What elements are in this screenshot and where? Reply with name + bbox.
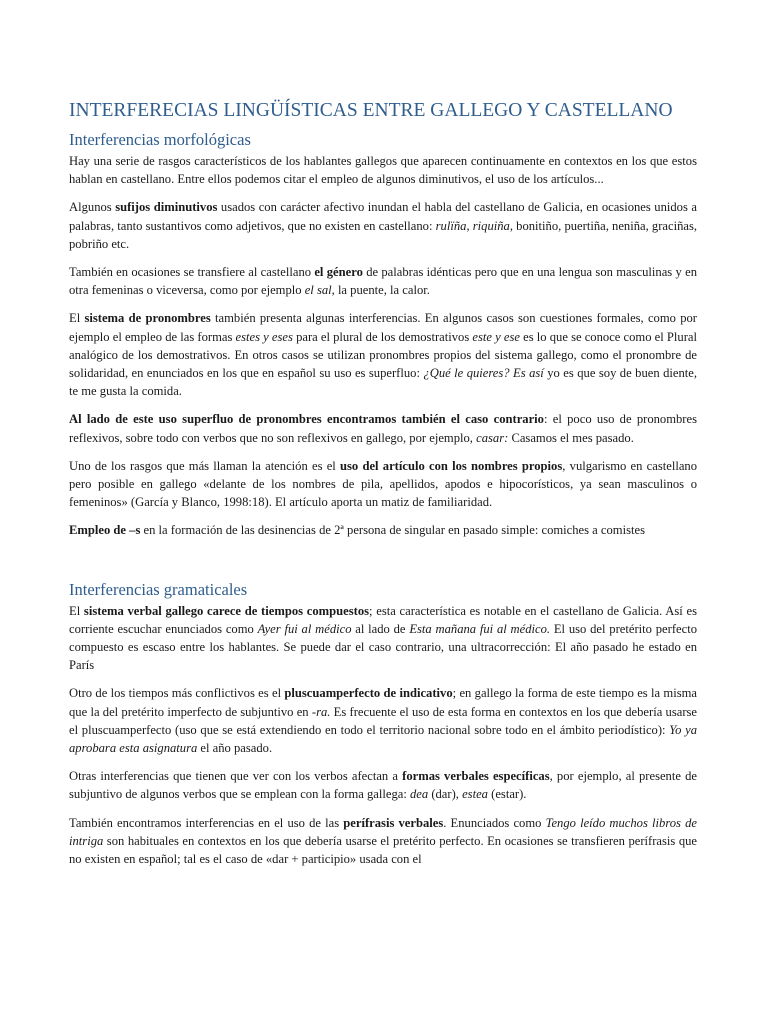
paragraph [69,263,697,299]
text-run: son habituales en contextos en los que debería usarse el pretérito perfecto. En ocasiones se transfieren perífrasis que no existen en español; tal es el caso de «dar + participio» usada con el [69,833,697,867]
section-heading: Interferencias gramaticales [69,579,248,599]
text-run: Otras interferencias que tienen que ver con los verbos afectan a [69,769,403,784]
text-run: ; en gallego la forma de este tiempo es la misma que la del pretérito imperfecto de subjuntivo en [69,686,697,719]
text-run: en la formación de las desinencias de 2ª persona de singular en pasado simple: comiches a comistes [140,523,645,538]
italic-text: Tengo leído muchos libros de intriga [69,815,697,848]
text-run: (dar), [428,787,463,802]
bold-text: sistema de pronombres [84,311,211,326]
text-run: usados con carácter afectivo inundan el habla del castellano de Galicia, en ocasiones unidos a palabras, tanto sustantivos como adjetivos, que no existen en castellano: [69,200,697,233]
paragraph [69,602,697,675]
italic-text: ¿Qué le quieres? Es así [423,366,544,381]
text-run: Otro de los tiempos más conflictivos es el [69,686,285,701]
bold-text: Al lado de este uso superfluo de pronombres encontramos también el caso contrario [69,412,544,427]
text-run: El [69,603,84,618]
text-run: de palabras idénticas pero que en una lengua son masculinas y en otra femeninas o viceversa, como por ejemplo [69,265,697,298]
text-run: para el plural de los demostrativos [292,329,473,344]
text-run: El [69,311,85,326]
bold-text: sufijos diminutivos [115,200,218,215]
text-run: Uno de los rasgos que más llaman la atención es el [69,458,341,473]
text-run: El uso del pretérito perfecto compuesto es escaso entre los hablantes. Se puede dar el caso contrario, una ultracorrección: El año pasado he estado en París [69,621,697,673]
text-run: Casamos el mes pasado. [508,430,634,445]
bold-text: el género [314,265,363,280]
italic-text: el sal [304,283,332,298]
text-run: , la puente, la calor. [331,283,430,298]
bold-text: uso del artículo con los nombres propios [340,458,563,473]
italic-text: estea [462,787,488,802]
paragraph [69,457,697,512]
text-run: Hay una serie de rasgos característicos de los hablantes gallegos que aparecen continuamente en contextos en los que estos hablan en castellano. Entre ellos podemos citar el empleo de algunos diminutivos, el uso de los artículos... [69,154,697,187]
text-run: . Enunciados como [443,815,546,830]
text-run: ; esta característica es notable en el castellano de Galicia. Así es corriente escuchar enunciados como [69,603,698,636]
text-run: También en ocasiones se transfiere al castellano [69,265,315,280]
paragraph [69,767,697,803]
italic-text: Yo ya aprobara esta asignatura [69,722,697,756]
text-run: Es frecuente el uso de esta forma en contextos en los que debería usarse el pluscuamperfecto (uso que se está extendiendo en todo el territorio nacional sobre todo en el ámbito periodístico): [69,704,698,737]
bold-text: pluscuamperfecto de indicativo [284,686,453,701]
paragraph [69,410,697,446]
text-run: al lado de [351,621,410,636]
italic-text: dea [409,787,429,802]
text-run: Algunos [69,200,116,215]
section-body [69,152,697,540]
paragraph [69,684,697,757]
italic-text: Ayer fui al médico [257,621,352,636]
paragraph [69,309,697,400]
italic-text: rulïña, riquiña, [435,218,513,233]
italic-text: casar: [476,430,509,445]
document-title: INTERFERECIAS LINGÜÍSTICAS ENTRE GALLEGO Y CASTELLANO [69,100,673,121]
text-run: (estar). [487,787,527,802]
italic-text: estes y eses [235,329,293,344]
paragraph [69,521,697,539]
italic-text: Esta mañana fui al médico. [409,621,551,636]
text-run: yo es que soy de buen diente, te me gusta la comida. [69,366,697,399]
section-spacer [69,550,697,580]
bold-text: formas verbales específicas [402,769,550,784]
bold-text: sistema verbal gallego carece de tiempos compuestos [83,603,370,618]
text-run: bonitiño, puertiña, neniña, graciñas, pobriño etc. [69,218,698,251]
paragraph [69,814,697,869]
bold-text: Empleo de –s [69,523,141,538]
text-run: también presenta algunas interferencias. En algunos casos son cuestiones formales, como por ejemplo el empleo de las formas [69,311,698,344]
italic-text: este y ese [472,329,520,344]
section-morphological [69,130,697,540]
section-body [69,602,697,869]
bold-text: perífrasis verbales [343,815,444,830]
text-run: es lo que se conoce como el Plural analógico de los demostrativos. En otros casos se utilizan pronombres propios del sistema gallego, como el pronombre de solidaridad, en enunciados en los que en español su uso es superfluo: [69,329,698,381]
section-heading: Interferencias morfológicas [69,130,251,149]
italic-text: -ra. [311,704,331,719]
text-run: : el poco uso de pronombres reflexivos, sobre todo con verbos que no son reflexivos en gallego, por ejemplo, [69,412,697,445]
text-run: , vulgarismo en castellano pero posible en gallego «delante de los nombres de pila, apellidos, apodos e hipocorísticos, ya sean masculinos o femeninos» (García y Blanco, 1998:18). El artículo aporta un matiz de familiaridad. [69,458,697,510]
paragraph [69,152,697,188]
paragraph [69,198,697,253]
text-run: También encontramos interferencias en el uso de las [69,815,344,830]
text-run: , por ejemplo, al presente de subjuntivo de algunos verbos que se emplean con la forma gallega: [69,769,697,802]
text-run: el año pasado. [197,741,273,756]
section-grammatical [69,580,697,869]
